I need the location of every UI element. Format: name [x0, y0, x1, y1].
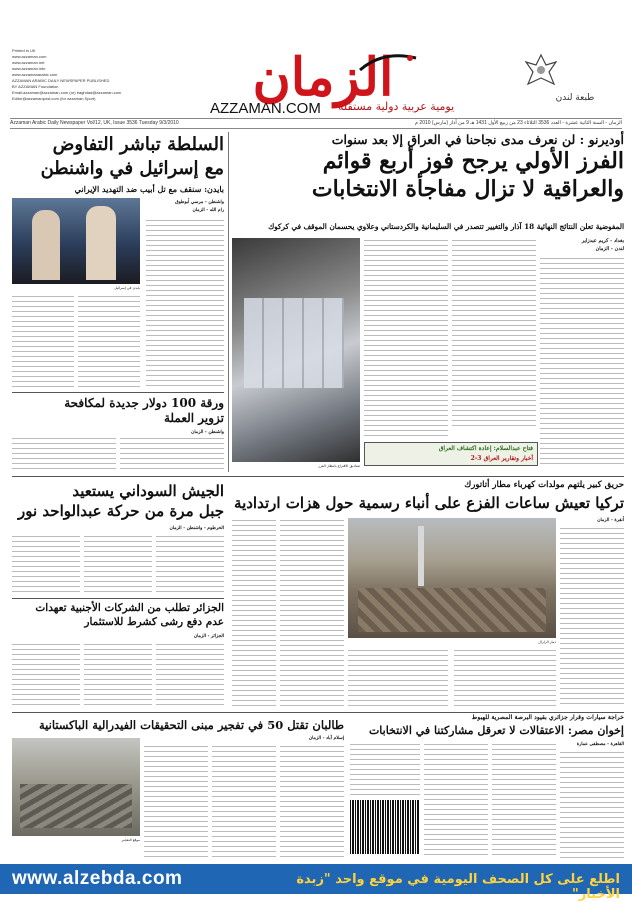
egypt-kicker: خراجة سيارات وقرار جزائري بقيود البرصة المصرية للهبوط	[471, 714, 624, 721]
egypt-body-col-2	[492, 742, 556, 858]
section-rule	[12, 476, 624, 477]
meta-line: BY AZZAMAN Foundation	[12, 84, 59, 89]
left-byline: واشنطن - مرسي أبوطوق	[175, 200, 224, 205]
algeria-body-col-2	[84, 642, 152, 708]
meta-line: Email:azzaman@azzaman.com (or) baghdad@azzaman.com	[12, 90, 122, 95]
left-photo	[12, 198, 140, 284]
lead-photo-caption: صناديق الاقتراع بانتظار الفرز	[318, 464, 360, 468]
pakistan-body-col-1	[144, 744, 208, 858]
pakistan-byline: إسلام آباد - الزمان	[308, 736, 344, 741]
currency-byline: واشنطن - الزمان	[191, 430, 224, 435]
meta-line: www.azzaman.info	[12, 66, 46, 71]
meta-line: www.azzamanarabic.com	[12, 72, 58, 77]
meta-line: Printed in UK	[12, 48, 36, 53]
lead-body-col-3	[364, 238, 448, 438]
turkey-body-col-4	[280, 518, 344, 708]
pakistan-body-col-3	[280, 744, 344, 858]
egypt-body-col-3	[424, 742, 488, 858]
section-rule	[12, 712, 624, 713]
ad-text: اطلع على كل الصحف اليومية في موقع واحد "زبدة الأخبار"	[296, 872, 620, 902]
emblem-icon	[516, 50, 566, 90]
egypt-headline: إخوان مصر: الاعتقالات لا تعرقل مشاركتنا في الانتخابات	[368, 724, 624, 737]
section-rule	[12, 598, 224, 599]
left-subhead: بايدن: سنقف مع تل أبيب ضد التهديد الإيراني	[74, 184, 224, 194]
lead-byline-2: لندن - الزمان	[595, 246, 624, 252]
turkey-headline: تركيا تعيش ساعات الفزع على أنباء رسمية حول هزات ارتدادية	[234, 494, 624, 512]
algeria-body-col-1	[12, 642, 80, 708]
sudan-headline-2: جبل مرة من حركة عبدالواحد نور	[18, 502, 224, 520]
left-body-col-2	[12, 294, 74, 388]
section-rule	[12, 392, 224, 393]
turkey-body-col-2	[348, 648, 448, 708]
debris-shape	[20, 784, 132, 828]
lead-photo	[232, 238, 360, 462]
egypt-body-col-4	[350, 742, 420, 796]
pakistan-photo-caption: موقع التفجير	[121, 838, 140, 842]
lead-body-col-2	[452, 238, 536, 430]
column-divider	[228, 132, 229, 472]
algeria-headline-2: عدم دفع رشى كشرط للاستثمار	[84, 616, 224, 628]
turkey-kicker: حريق كبير يلتهم مولدات كهرباء مطار أتاتورك	[464, 480, 624, 490]
egypt-byline: القاهرة - مصطفى عمارة	[576, 742, 624, 747]
lead-promo-line-2: أخبار وتقارير العراق 3-2	[470, 455, 533, 462]
logo-swoosh-icon	[358, 52, 418, 76]
currency-body-col-1	[12, 436, 116, 472]
meta-line: Editor@azzamanpost.com (for azzaman Sport)	[12, 96, 96, 101]
lead-body-col-1	[540, 256, 624, 466]
lead-promo-box[interactable]	[364, 442, 538, 466]
meta-line: AZZAMAN ARABIC DAILY NEWSPAPER PUBLISHED	[12, 78, 110, 83]
sudan-body-col-1	[12, 534, 80, 594]
lead-headline-2: والعراقية لا تزال مفاجأة الانتخابات	[311, 176, 624, 202]
barcode-icon	[350, 800, 420, 854]
logo-arabic: الزمان	[252, 47, 394, 108]
sudan-headline-1: الجيش السوداني يستعيد	[72, 482, 224, 500]
left-headline-1: السلطة تباشر التفاوض	[52, 134, 224, 155]
left-body-col-1	[146, 218, 224, 388]
currency-headline-1: ورقة 100 دولار جديدة لمكافحة	[64, 396, 224, 410]
dateline-bar	[10, 118, 622, 129]
meta-line: www.azzaman.net	[12, 60, 45, 65]
pakistan-headline: طالبان تقتل 50 في تفجير مبنى التحقيقات الفيدرالية الباكستانية	[38, 718, 344, 732]
left-headline-2: مع إسرائيل في واشنطن	[40, 158, 224, 179]
currency-headline-2: تزوير العملة	[163, 411, 224, 425]
lead-subhead: المفوضية تعلن النتائج النهائية 18 آذار والتغيير تتصدر في السليمانية والكردستاني وعلاوي يحسمان الموقف في كركوك	[268, 222, 624, 231]
lead-headline-1: الفرز الأولي يرجح فوز أربع قوائم	[322, 148, 624, 174]
rubble-shape	[358, 588, 546, 632]
turkey-body-col-3	[454, 648, 556, 708]
pakistan-body-col-2	[212, 744, 276, 858]
turkey-body-col-1	[560, 526, 624, 708]
ad-url-link[interactable]: www.alzebda.com	[12, 868, 183, 889]
masthead-logo	[188, 48, 458, 118]
algeria-byline: الجزائر - الزمان	[193, 634, 224, 639]
currency-body-col-2	[120, 436, 224, 472]
masthead-meta	[12, 48, 152, 102]
person-shape	[32, 210, 60, 280]
logo-english: AZZAMAN.COM	[210, 100, 321, 117]
person-shape	[86, 206, 116, 280]
left-byline-2: رام الله - الزمان	[192, 208, 224, 213]
meta-line: www.azzaman.com	[12, 54, 47, 59]
ballot-boxes-shape	[244, 298, 344, 388]
sudan-byline: الخرطوم - واشنطن - الزمان	[169, 526, 224, 531]
pakistan-photo	[12, 738, 140, 836]
turkey-photo	[348, 518, 556, 638]
dateline-english: Azzaman Arabic Daily Newspaper Vol/12, UK, Issue 3536 Tuesday 9/3/2010	[10, 120, 179, 126]
lead-byline: بغداد - كريم عبدزاير	[581, 238, 624, 244]
sudan-body-col-3	[156, 534, 224, 594]
algeria-body-col-3	[156, 642, 224, 708]
left-photo-caption: بايدن في إسرائيل	[114, 286, 140, 290]
minaret-shape	[418, 526, 424, 586]
logo-tagline: يومية عربية دولية مستقلة	[338, 100, 455, 113]
edition-label: طبعة لندن	[555, 93, 595, 103]
egypt-body-col-1	[560, 750, 624, 858]
dateline-arabic: الزمان - السنة الثانية عشرة - العدد 3536 الثلاثاء 23 من ربيع الأول 1431 هـ 9 من آذار (مارس) 2010 م	[414, 120, 622, 126]
turkey-photo-caption: دمار الزلزال	[538, 640, 556, 644]
lead-kicker: أوديرنو : لن نعرف مدى نجاحنا في العراق إلا بعد سنوات	[331, 132, 624, 147]
sudan-body-col-2	[84, 534, 152, 594]
turkey-byline: أنقرة - الزمان	[597, 518, 624, 523]
left-body-col-3	[78, 294, 140, 388]
turkey-body-col-5	[232, 518, 276, 708]
algeria-headline-1: الجزائر تطلب من الشركات الأجنبية تعهدات	[35, 602, 224, 614]
lead-promo-line-1: فتاح عبدالسلام: إعادة اكتشاف العراق	[438, 445, 533, 452]
